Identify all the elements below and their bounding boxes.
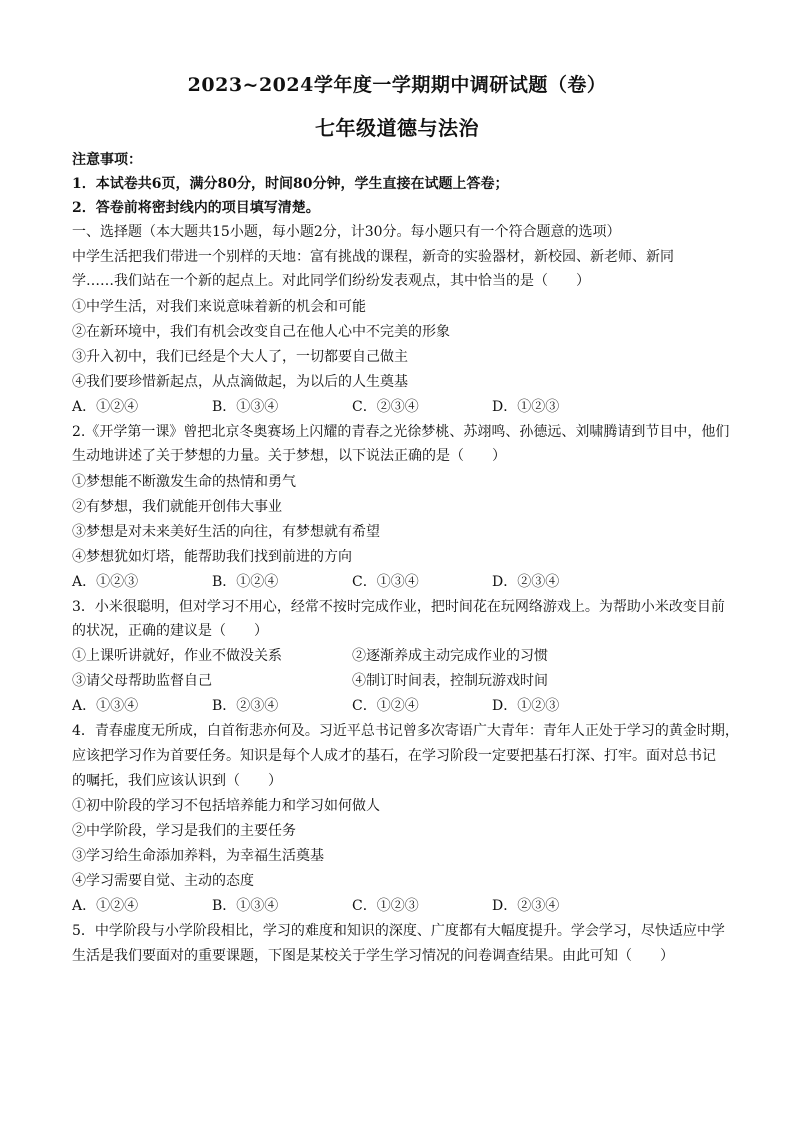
question-stem-line: 2.《开学第一课》曾把北京冬奥赛场上闪耀的青春之光徐梦桃、苏翊鸣、孙德远、刘啸腾请到节目中，他们 — [72, 424, 730, 440]
statement: ③学习给生命添加养料，为幸福生活奠基 — [72, 848, 324, 864]
option-d[interactable]: D．②③④ — [492, 898, 560, 914]
statement: ④我们要珍惜新起点，从点滴做起，为以后的人生奠基 — [72, 374, 408, 390]
option-a[interactable]: A．①②④ — [72, 898, 139, 914]
statement: ④制订时间表，控制玩游戏时间 — [352, 673, 548, 689]
statement: ③请父母帮助监督自己 — [72, 673, 212, 689]
option-d[interactable]: D．①②③ — [492, 698, 560, 714]
question-stem-line: 中学生活把我们带进一个别样的天地：富有挑战的课程，新奇的实验器材，新校园、新老师、新同 — [72, 249, 674, 265]
exam-title: 2023~2024学年度一学期期中调研试题（卷） — [187, 74, 607, 96]
option-a[interactable]: A．①③④ — [72, 698, 139, 714]
question-stem-line: 生活是我们要面对的重要课题，下图是某校关于学生学习情况的问卷调查结果。由此可知（ ） — [72, 948, 674, 964]
option-b[interactable]: B．①③④ — [212, 898, 279, 914]
statement: ④学习需要自觉、主动的态度 — [72, 873, 254, 889]
option-b[interactable]: B．①②④ — [212, 574, 279, 590]
option-b[interactable]: B．①③④ — [212, 399, 279, 415]
question-stem-line: 生动地讲述了关于梦想的力量。关于梦想，以下说法正确的是（ ） — [72, 448, 506, 464]
exam-subject: 七年级道德与法治 — [315, 116, 479, 140]
statement: ③升入初中，我们已经是个大人了，一切都要自己做主 — [72, 349, 408, 365]
question-stem-line: 的状况，正确的建议是（ ） — [72, 623, 268, 639]
option-d[interactable]: D．②③④ — [492, 574, 560, 590]
question-stem-line: 应该把学习作为首要任务。知识是每个人成才的基石，在学习阶段一定要把基石打深、打牢。面对总书记 — [72, 748, 716, 764]
statement: ②逐渐养成主动完成作业的习惯 — [352, 648, 548, 664]
statement: ③梦想是对未来美好生活的向往，有梦想就有希望 — [72, 524, 380, 540]
option-c[interactable]: C．①③④ — [352, 574, 419, 590]
question-stem-line: 的嘱托，我们应该认识到（ ） — [72, 773, 282, 789]
option-c[interactable]: C．②③④ — [352, 399, 419, 415]
question-stem-line: 5．中学阶段与小学阶段相比，学习的难度和知识的深度、广度都有大幅度提升。学会学习，尽快适应中学 — [72, 923, 725, 939]
statement: ①梦想能不断激发生命的热情和勇气 — [72, 474, 296, 490]
option-a[interactable]: A．①②③ — [72, 574, 139, 590]
option-d[interactable]: D．①②③ — [492, 399, 560, 415]
statement: ④梦想犹如灯塔，能帮助我们找到前进的方向 — [72, 549, 352, 565]
section-heading: 一、选择题（本大题共15小题，每小题2分，计30分。每小题只有一个符合题意的选项） — [72, 224, 621, 240]
note-item: 1．本试卷共6页，满分80分，时间80分钟，学生直接在试题上答卷； — [72, 176, 509, 192]
notes-heading: 注意事项： — [72, 152, 142, 168]
question-stem-line: 4．青春虚度无所成，白首衔悲亦何及。习近平总书记曾多次寄语广大青年：青年人正处于学习的黄金时期， — [72, 723, 739, 739]
statement: ①初中阶段的学习不包括培养能力和学习如何做人 — [72, 798, 380, 814]
statement: ②有梦想，我们就能开创伟大事业 — [72, 499, 282, 515]
statement: ②中学阶段，学习是我们的主要任务 — [72, 823, 296, 839]
question-stem-line: 3．小米很聪明，但对学习不用心，经常不按时完成作业，把时间花在玩网络游戏上。为帮助小米改变目前 — [72, 599, 725, 615]
option-c[interactable]: C．①②③ — [352, 898, 419, 914]
question-stem-line: 学……我们站在一个新的起点上。对此同学们纷纷发表观点，其中恰当的是（ ） — [72, 273, 590, 289]
note-item: 2．答卷前将密封线内的项目填写清楚。 — [72, 200, 320, 216]
statement: ②在新环境中，我们有机会改变自己在他人心中不完美的形象 — [72, 324, 450, 340]
option-a[interactable]: A．①②④ — [72, 399, 139, 415]
option-c[interactable]: C．①②④ — [352, 698, 419, 714]
option-b[interactable]: B．②③④ — [212, 698, 279, 714]
statement: ①上课听讲就好，作业不做没关系 — [72, 648, 282, 664]
statement: ①中学生活，对我们来说意味着新的机会和可能 — [72, 299, 366, 315]
